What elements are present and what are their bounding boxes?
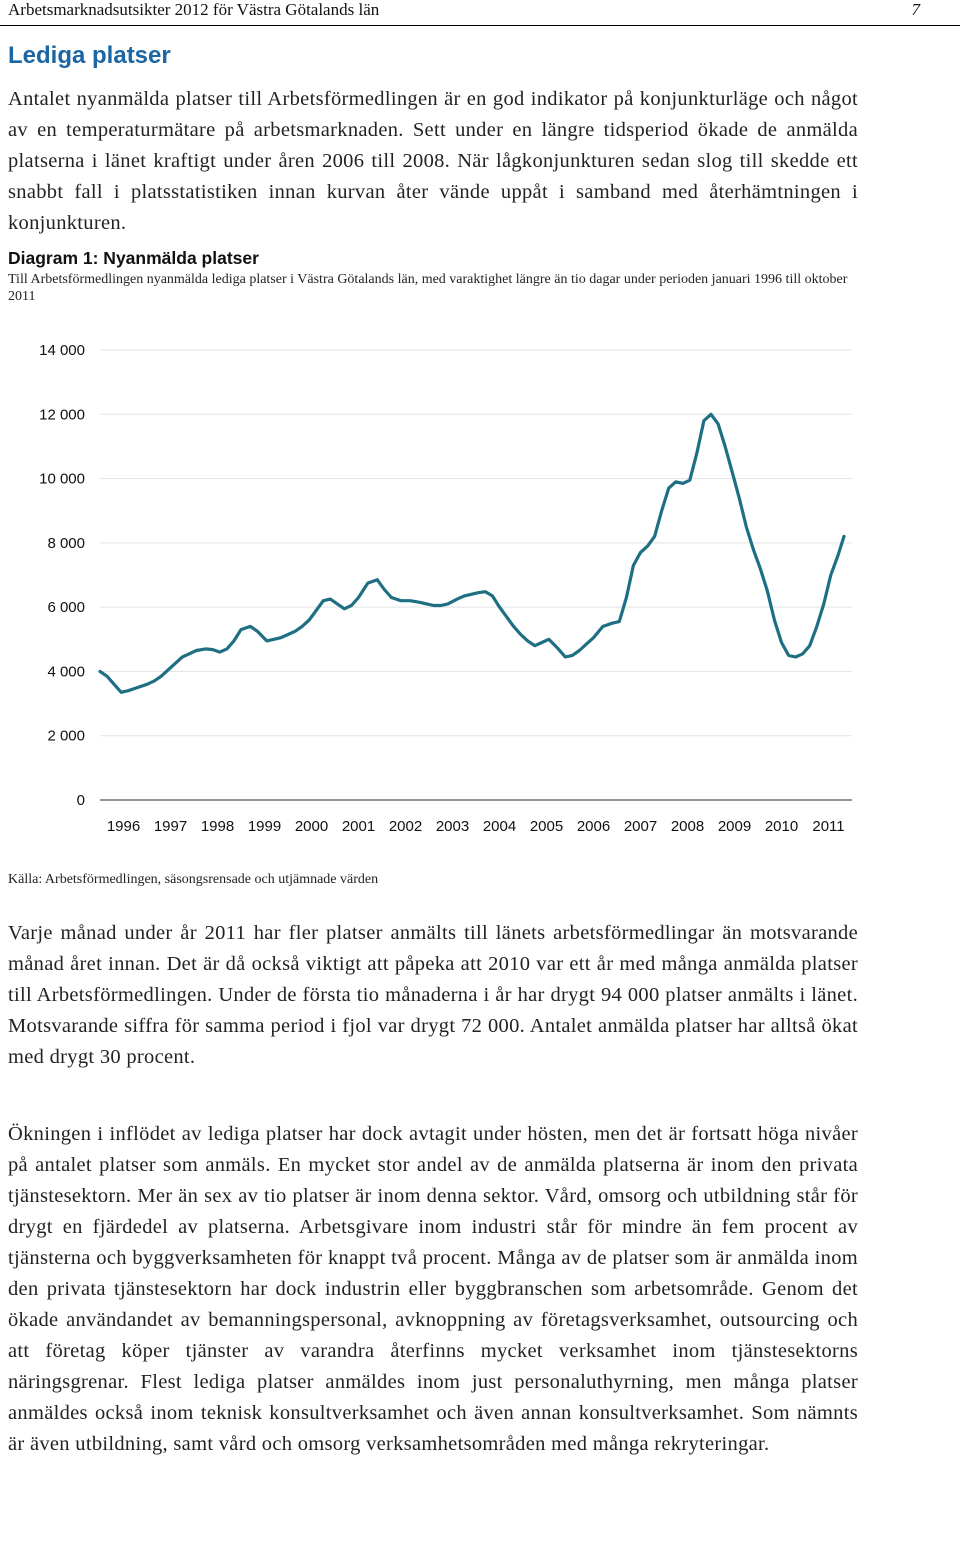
- y-tick-label: 10 000: [39, 470, 85, 488]
- series-line: [100, 414, 844, 692]
- x-tick-label: 2009: [717, 818, 752, 835]
- x-tick-label: 1997: [153, 818, 188, 835]
- x-tick-label: 2005: [529, 818, 564, 835]
- y-tick-label: 14 000: [39, 342, 85, 359]
- diagram-title: Diagram 1: Nyanmälda platser: [8, 248, 259, 268]
- x-tick-label: 2006: [576, 818, 611, 835]
- diagram-subtitle: Till Arbetsförmedlingen nyanmälda lediga platser i Västra Götalands län, med varaktighet längre än tio dagar under perioden januari 1996 till oktober 2011: [8, 272, 848, 304]
- y-tick-label: 4 000: [47, 663, 85, 681]
- y-tick-label: 0: [76, 792, 85, 809]
- x-tick-label: 2000: [294, 818, 329, 835]
- source-note: Källa: Arbetsförmedlingen, säsongsrensade och utjämnade värden: [8, 872, 379, 887]
- header-divider: [0, 25, 960, 26]
- x-tick-label: 2011: [812, 818, 845, 835]
- y-tick-label: 6 000: [47, 599, 85, 617]
- y-tick-label: 8 000: [47, 534, 85, 552]
- x-tick-label: 1999: [247, 818, 282, 835]
- x-tick-label: 2001: [341, 818, 376, 835]
- document-title: Arbetsmarknadsutsikter 2012 för Västra Götalands län: [8, 0, 380, 19]
- body-paragraph-1: Varje månad under år 2011 har fler platser anmälts till länets arbetsförmedlingar än motsvarande månad året innan. Det är då också viktigt att påpeka att 2010 var ett år med många anmälda platser till Arbetsförmedlingen. Under de första tio månaderna i år har drygt 94 000 platser anmälts i länet. Motsvarande siffra för samma period i fjol var drygt 72 000. Antalet anmälda platser har alltså ökat med drygt 30 procent.: [8, 922, 858, 1068]
- x-tick-label: 2010: [764, 818, 799, 835]
- y-tick-label: 2 000: [47, 727, 85, 745]
- body-paragraph-2: Ökningen i inflödet av lediga platser har dock avtagit under hösten, men det är fortsatt höga nivåer på antalet platser som anmäls. En mycket stor andel av de anmälda platserna är inom den privata tjänstesektorn. Mer än sex av tio platser är inom denna sektor. Vård, omsorg och utbildning står för drygt en fjärdedel av platserna. Arbetsgivare inom industri står för mindre än fem procent av tjänsterna och byggverksamheten för knappt två procent. Många av de platser som är anmälda inom den privata tjänstesektorn har dock industrin eller byggbranschen som arbetsområde. Genom det ökade användandet av bemanningspersonal, avknoppning av företagsverksamhet, outsourcing och att företag köper tjänster av varandra återfinns mycket verksamhet inom tjänstesektorns näringsgrenar. Flest lediga platser anmäldes inom just personaluthyrning, men många platser anmäldes också inom teknisk konsultverksamhet och även annan konsultverksamhet. Som nämnts är även utbildning, samt vård och omsorg verksamhetsområden med många rekryteringar.: [8, 1123, 858, 1455]
- page-number: 7: [911, 0, 920, 19]
- x-tick-label: 2004: [482, 818, 517, 835]
- line-chart: [0, 330, 880, 850]
- x-tick-label: 1996: [106, 818, 141, 835]
- section-heading: Lediga platser: [8, 42, 171, 69]
- running-header: [8, 0, 920, 24]
- x-tick-label: 2002: [388, 818, 423, 835]
- x-tick-label: 2003: [435, 818, 470, 835]
- x-tick-label: 1998: [200, 818, 235, 835]
- y-tick-label: 12 000: [39, 406, 85, 424]
- x-tick-label: 2007: [623, 818, 658, 835]
- intro-paragraph: Antalet nyanmälda platser till Arbetsförmedlingen är en god indikator på konjunkturläge och något av en temperaturmätare på arbetsmarknaden. Sett under en längre tidsperiod ökade de anmälda platserna i länet kraftigt under åren 2006 till 2008. När lågkonjunkturen sedan slog till skedde ett snabbt fall i platsstatistiken innan kurvan åter vände uppåt i samband med återhämtningen i konjunkturen.: [8, 88, 858, 234]
- x-tick-label: 2008: [670, 818, 705, 835]
